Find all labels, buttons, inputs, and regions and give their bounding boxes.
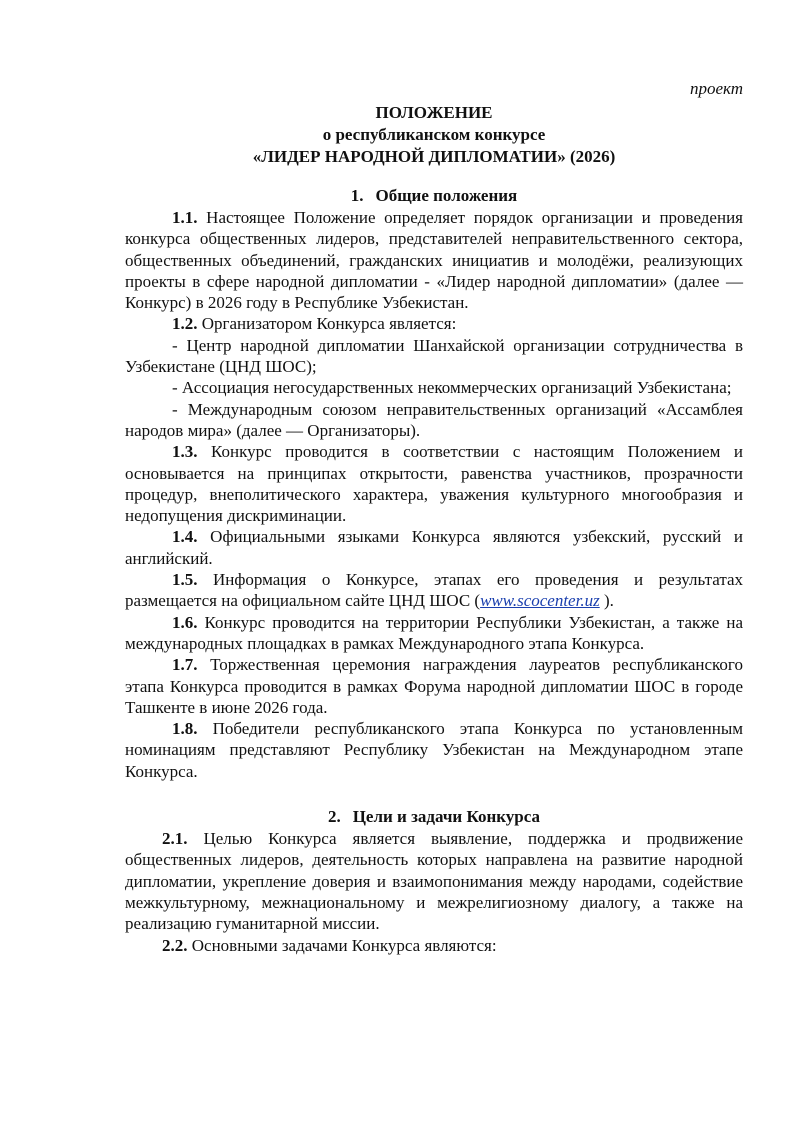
competition-name: «ЛИДЕР НАРОДНОЙ ДИПЛОМАТИИ» (2026) bbox=[252, 147, 616, 166]
section-title: Общие положения bbox=[375, 186, 518, 205]
organizer-item-3: - Международным союзом неправительственных организаций «Ассамблея народов мира» (далее — Организаторы). bbox=[125, 399, 743, 440]
clause-number: 1.8. bbox=[172, 719, 198, 739]
section-number: 2. bbox=[327, 807, 341, 827]
section-1-heading bbox=[125, 185, 743, 207]
clause-text: Организатором Конкурса является: bbox=[197, 314, 457, 334]
draft-stamp: проект bbox=[689, 79, 743, 98]
clause-2-2 bbox=[125, 935, 743, 956]
clause-text: Официальными языками Конкурса являются узбекский, русский и английский. bbox=[125, 527, 743, 568]
clause-1-3 bbox=[125, 441, 743, 526]
clause-number: 2.1. bbox=[162, 829, 188, 849]
website-link[interactable]: www.scocenter.uz bbox=[480, 591, 600, 611]
document-title: ПОЛОЖЕНИЕ bbox=[375, 103, 493, 122]
clause-text: Победители республиканского этапа Конкурса по установленным номинациям представляют Республику Узбекистан на Международном этапе Конкурса. bbox=[125, 719, 743, 781]
clause-number: 1.1. bbox=[172, 208, 198, 227]
clause-text: Настоящее Положение определяет порядок организации и проведения конкурса общественных лидеров, представителей неправительственного сектора, общественных объединений, гражданских инициатив и молодёжи, реализующих проекты в сфере народной дипломатии - «Лидер народной дипломатии» (далее — Конкурс) в 2026 году в Республике Узбекистан. bbox=[125, 208, 743, 313]
clause-1-6 bbox=[125, 612, 743, 655]
clause-1-8 bbox=[125, 718, 743, 782]
clause-number: 1.2. bbox=[172, 314, 198, 334]
document-body bbox=[125, 78, 743, 956]
clause-number: 1.5. bbox=[172, 570, 198, 590]
clause-text: Конкурс проводится в соответствии с настоящим Положением и основывается на принципах открытости, равенства участников, прозрачности процедур, внеполитического характера, уважения культурного многообразия и недопущения дискриминации. bbox=[125, 442, 743, 526]
clause-number: 1.6. bbox=[172, 612, 198, 632]
clause-text: Конкурс проводится на территории Республики Узбекистан, а также на международных площадках в рамках Международного этапа Конкурса. bbox=[125, 612, 743, 653]
clause-number: 1.7. bbox=[172, 655, 198, 675]
clause-number: 1.3. bbox=[172, 442, 198, 462]
clause-text-end: ). bbox=[599, 591, 614, 611]
section-title: Цели и задачи Конкурса bbox=[352, 807, 541, 827]
clause-number: 2.2. bbox=[162, 935, 188, 955]
organizer-item-2: - Ассоциация негосударственных некоммерческих организаций Узбекистана; bbox=[172, 378, 732, 398]
clause-1-2 bbox=[125, 313, 743, 334]
clause-text: Основными задачами Конкурса являются: bbox=[187, 935, 497, 955]
section-number: 1. bbox=[350, 186, 364, 205]
document-subtitle: о республиканском конкурсе bbox=[322, 125, 546, 144]
organizer-item-1: - Центр народной дипломатии Шанхайской организации сотрудничества в Узбекистане (ЦНД ШОС); bbox=[125, 335, 743, 377]
clause-2-1 bbox=[125, 828, 743, 934]
clause-number: 1.4. bbox=[172, 527, 198, 547]
clause-1-5 bbox=[125, 569, 743, 612]
clause-text: Целью Конкурса является выявление, поддержка и продвижение общественных лидеров, деятельность которых направлена на развитие народной дипломатии, укрепление доверия и взаимопонимания между народами, содействие межкультурному, межнациональному и межрелигиозному диалогу, а также на реализацию гуманитарной миссии. bbox=[125, 829, 743, 934]
clause-1-7 bbox=[125, 654, 743, 718]
section-2-heading bbox=[125, 806, 743, 828]
clause-text: Информация о Конкурсе, этапах его проведения и результатах размещается на официальном сайте ЦНД ШОС ( bbox=[125, 570, 743, 611]
clause-1-1 bbox=[125, 207, 743, 313]
clause-text: Торжественная церемония награждения лауреатов республиканского этапа Конкурса проводится в рамках Форума народной дипломатии ШОС в городе Ташкенте в июне 2026 года. bbox=[125, 655, 743, 717]
clause-1-4 bbox=[125, 526, 743, 569]
